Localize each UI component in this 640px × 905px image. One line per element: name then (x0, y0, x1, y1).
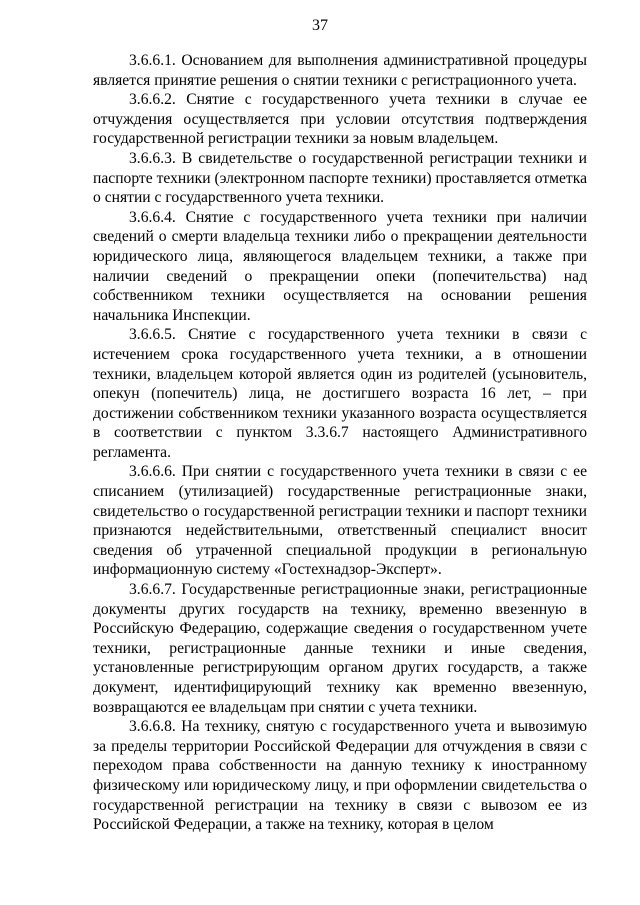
page-number: 37 (312, 17, 328, 34)
paragraph-3-6-6-4: 3.6.6.4. Снятие с государственного учета техники при наличии сведений о смерти владельца техники либо о прекращении деятельности юридического лица, являющегося владельцем техники, а также при наличии сведений о прекращении опеки (попечительства) над собственником техники осуществляется на основании решения начальника Инспекции. (93, 208, 587, 324)
paragraph-3-6-6-3: 3.6.6.3. В свидетельстве о государственной регистрации техники и паспорте техники (электронном паспорте техники) проставляется отметка о снятии с государственного учета техники. (93, 149, 587, 207)
paragraph-3-6-6-2: 3.6.6.2. Снятие с государственного учета техники в случае ее отчуждения осуществляется при условии отсутствия подтверждения государственной регистрации техники за новым владельцем. (93, 91, 587, 148)
paragraph-3-6-6-6: 3.6.6.6. При снятии с государственного учета техники в связи с ее списанием (утилизацией) государственные регистрационные знаки, свидетельство о государственной регистрации техники и паспорт техники признаются недействительными, ответственный специалист вносит сведения об утраченной специальной продукции в региональную информационную систему «Гостехнадзор-Эксперт». (93, 463, 587, 579)
document-body (93, 51, 587, 835)
paragraph-3-6-6-1: 3.6.6.1. Основанием для выполнения административной процедуры является принятие решения о снятии техники с регистрационного учета. (93, 52, 587, 89)
paragraph-3-6-6-8: 3.6.6.8. На технику, снятую с государственного учета и вывозимую за пределы территории Российской Федерации для отчуждения в связи с переходом права собственности на данную технику к иностранному физическому или юридическому лицу, и при оформлении свидетельства о государственной регистрации на технику в связи с вывозом ее из Российской Федерации, а также на технику, которая в целом (93, 718, 587, 834)
paragraph-3-6-6-7: 3.6.6.7. Государственные регистрационные знаки, регистрационные документы других государств на технику, временно ввезенную в Российскую Федерацию, содержащие сведения о государственном учете техники, регистрационные данные техники и иные сведения, установленные регистрирующим органом других государств, а также документ, идентифицирующий технику как временно ввезенную, возвращаются ее владельцам при снятии с учета техники. (93, 581, 587, 716)
paragraph-3-6-6-5: 3.6.6.5. Снятие с государственного учета техники в связи с истечением срока государственного учета техники, а в отношении техники, владельцем которой является один из родителей (усыновитель, опекун (попечитель) лица, не достигшего возраста 16 лет, – при достижении собственником техники указанного возраста осуществляется в соответствии с пунктом 3.3.6.7 настоящего Административного регламента. (93, 326, 587, 461)
